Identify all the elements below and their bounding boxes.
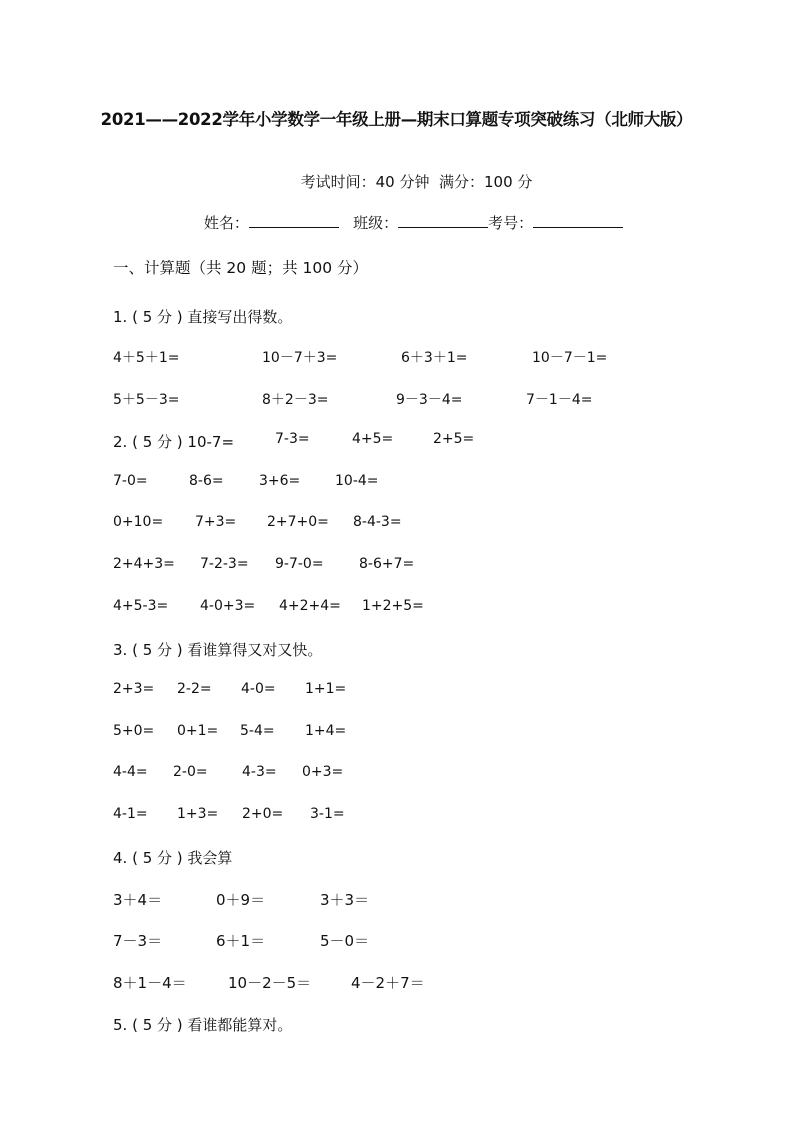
question-3-header: 3. ( 5 分 ) 看谁算得又对又快。 bbox=[113, 641, 323, 659]
problem: 5-4= bbox=[240, 723, 275, 739]
problem: 3+6= bbox=[259, 473, 301, 489]
problem: 1+3= bbox=[177, 806, 219, 822]
problem: 3＋4＝ bbox=[113, 891, 163, 909]
problem: 4－2＋7＝ bbox=[351, 974, 425, 992]
question-1-header: 1. ( 5 分 ) 直接写出得数。 bbox=[113, 308, 293, 326]
problem: 3-1= bbox=[310, 806, 345, 822]
exam-info bbox=[0, 171, 793, 192]
problem: 2+7+0= bbox=[267, 514, 329, 530]
problem: 0+10= bbox=[113, 514, 164, 530]
exam-full-score: 满分：100 分 bbox=[439, 173, 533, 191]
problem: 6＋3＋1= bbox=[401, 350, 468, 366]
problem: 1+1= bbox=[305, 681, 347, 697]
problem: 7-0= bbox=[113, 473, 148, 489]
problem: 6＋1＝ bbox=[216, 932, 266, 950]
problem: 4-4= bbox=[113, 764, 148, 780]
problem: 10－7－1= bbox=[532, 350, 608, 366]
problem: 4-0+3= bbox=[200, 598, 256, 614]
problem: 1+4= bbox=[305, 723, 347, 739]
problem: 2+3= bbox=[113, 681, 155, 697]
student-info-line bbox=[0, 212, 793, 233]
problem: 8-4-3= bbox=[353, 514, 402, 530]
problem: 2-0= bbox=[173, 764, 208, 780]
problem: 4＋5＋1= bbox=[113, 350, 180, 366]
problem: 4-0= bbox=[241, 681, 276, 697]
problem: 10－7＋3= bbox=[262, 350, 338, 366]
section-heading: 一、计算题（共 20 题；共 100 分） bbox=[113, 259, 369, 277]
problem: 5+0= bbox=[113, 723, 155, 739]
problem: 9-7-0= bbox=[275, 556, 324, 572]
number-blank[interactable] bbox=[533, 213, 623, 228]
problem: 2+4+3= bbox=[113, 556, 175, 572]
problem: 5＋5－3= bbox=[113, 392, 180, 408]
name-label: 姓名： bbox=[203, 214, 249, 232]
problem: 4-1= bbox=[113, 806, 148, 822]
problem: 10－2－5＝ bbox=[228, 974, 312, 992]
problem: 0＋9＝ bbox=[216, 891, 266, 909]
document-title: 2021——2022学年小学数学一年级上册—期末口算题专项突破练习（北师大版） bbox=[100, 110, 693, 129]
class-label: 班级： bbox=[353, 214, 399, 232]
problem: 8＋2－3= bbox=[262, 392, 329, 408]
problem: 10-4= bbox=[335, 473, 379, 489]
problem: 4+5= bbox=[352, 431, 394, 447]
question-5-header: 5. ( 5 分 ) 看谁都能算对。 bbox=[113, 1016, 293, 1034]
problem: 8-6+7= bbox=[359, 556, 415, 572]
problem: 8-6= bbox=[189, 473, 224, 489]
problem: 7－3＝ bbox=[113, 932, 163, 950]
problem: 4+2+4= bbox=[279, 598, 341, 614]
problem: 2+5= bbox=[433, 431, 475, 447]
problem: 1+2+5= bbox=[362, 598, 424, 614]
name-blank[interactable] bbox=[249, 213, 339, 228]
question-4-header: 4. ( 5 分 ) 我会算 bbox=[113, 849, 233, 867]
number-label: 考号： bbox=[488, 214, 534, 232]
problem: 7-3= bbox=[275, 431, 310, 447]
problem: 3＋3＝ bbox=[320, 891, 370, 909]
problem: 4-3= bbox=[242, 764, 277, 780]
class-blank[interactable] bbox=[398, 213, 488, 228]
problem: 0+1= bbox=[177, 723, 219, 739]
exam-time: 考试时间：40 分钟 bbox=[300, 173, 430, 191]
problem: 8＋1－4＝ bbox=[113, 974, 187, 992]
question-2-title: 2. ( 5 分 ) 10-7= bbox=[113, 433, 235, 451]
problem: 5－0＝ bbox=[320, 932, 370, 950]
problem: 7－1－4= bbox=[526, 392, 593, 408]
problem: 7+3= bbox=[195, 514, 237, 530]
problem: 2+0= bbox=[242, 806, 284, 822]
problem: 4+5-3= bbox=[113, 598, 169, 614]
problem: 2-2= bbox=[177, 681, 212, 697]
problem: 0+3= bbox=[302, 764, 344, 780]
problem: 9－3－4= bbox=[396, 392, 463, 408]
problem: 7-2-3= bbox=[200, 556, 249, 572]
